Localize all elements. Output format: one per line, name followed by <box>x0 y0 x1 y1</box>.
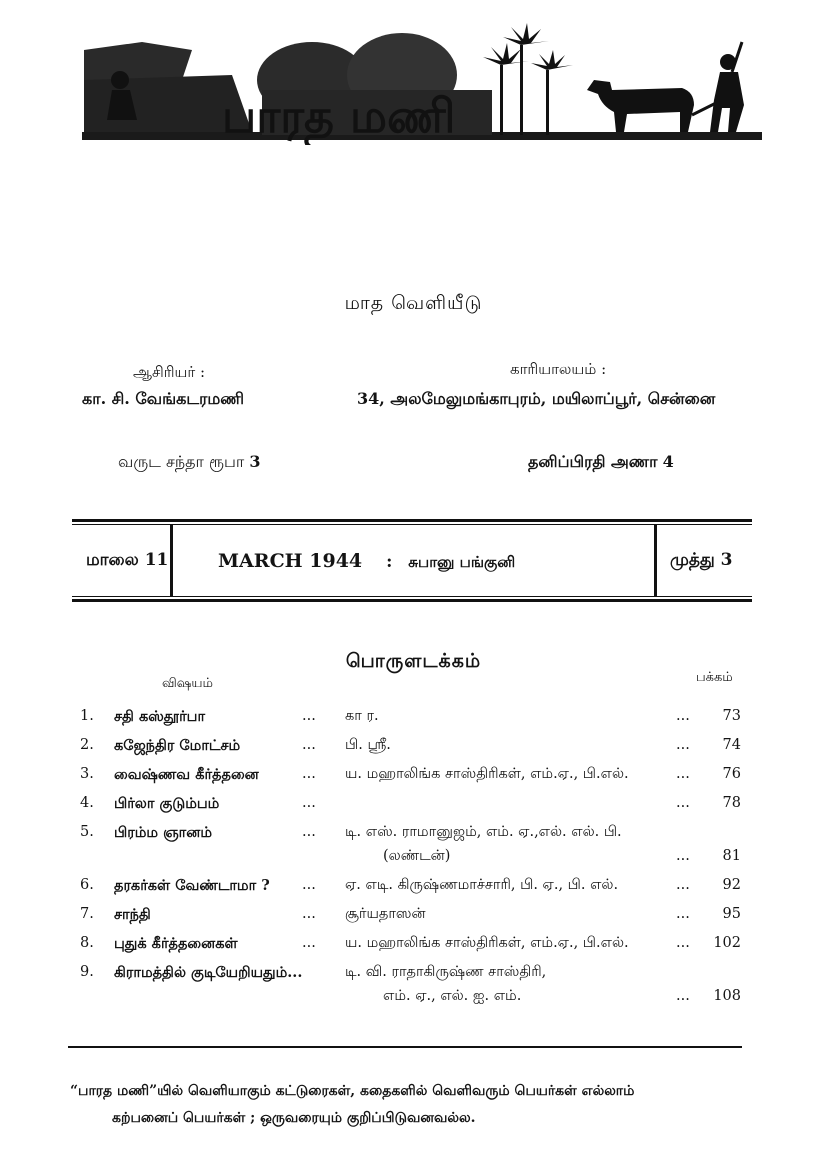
toc-entry-dots: ... <box>302 795 316 811</box>
issue-value: 3 <box>720 550 733 570</box>
toc-entry-number: 5. <box>80 824 94 840</box>
toc-entry-dots: ... <box>676 935 690 951</box>
toc-entry-page: 102 <box>713 935 741 951</box>
toc-col-subject: விஷயம் <box>162 676 213 691</box>
single-copy-value: 4 <box>662 452 674 471</box>
footer-note-line2: கற்பனைப் பெயர்கள் ; ஒருவரையும் குறிப்பிடுவனவல்ல. <box>112 1110 476 1126</box>
volume-value: 11 <box>144 550 169 570</box>
issue-bar-bottom-rule <box>72 599 752 602</box>
toc-entry-author: சூர்யதாஸன் <box>345 906 426 922</box>
toc-entry-page: 108 <box>713 988 741 1004</box>
footer-note-line1: “பாரத மணி”யில் வெளியாகும் கட்டுரைகள், கதைகளில் வெளிவரும் பெயர்கள் எல்லாம் <box>70 1083 635 1099</box>
toc-entry-author-continued: எம். ஏ., எல். ஐ. எம். <box>383 988 522 1004</box>
editor-name: கா. சி. வேங்கடரமணி <box>82 389 244 408</box>
toc-entry-dots: ... <box>676 795 690 811</box>
toc-entry-dots: ... <box>676 708 690 724</box>
toc-entry-page: 81 <box>722 848 741 864</box>
toc-heading: பொருளடக்கம் <box>345 650 482 672</box>
toc-entry-dots: ... <box>302 766 316 782</box>
toc-entry[interactable] <box>0 766 827 788</box>
toc-entry-title: சாந்தி <box>114 906 151 923</box>
toc-entry-author: டி. எஸ். ராமானுஜம், எம். ஏ.,எல். எல். பி. <box>345 824 622 840</box>
issue-date: MARCH 1944 <box>218 550 363 572</box>
toc-entry-page: 76 <box>722 766 741 782</box>
toc-entry-author: பி. ஸ்ரீ. <box>345 737 391 753</box>
toc-entry-number: 1. <box>80 708 94 724</box>
toc-entry-page: 74 <box>722 737 741 753</box>
toc-entry-title: புதுக் கீர்த்தனைகள் <box>114 935 238 952</box>
toc-entry[interactable] <box>0 935 827 957</box>
issue-bar-top-rule <box>72 519 752 522</box>
toc-entry-dots: ... <box>302 877 316 893</box>
masthead-banner <box>82 20 762 145</box>
publication-subtitle: மாத வெளியீடு <box>344 292 483 314</box>
toc-entry-page: 73 <box>722 708 741 724</box>
footer-rule <box>68 1046 742 1048</box>
toc-entry-author-continued: (லண்டன்) <box>383 848 451 864</box>
toc-entry-title: கஜேந்திர மோட்சம் <box>114 737 241 754</box>
toc-entry-number: 3. <box>80 766 94 782</box>
toc-entry[interactable] <box>0 877 827 899</box>
toc-entry[interactable] <box>0 737 827 759</box>
issue-label: முத்து <box>670 550 715 570</box>
issue-tamil-date: சுபானு பங்குனி <box>408 553 516 571</box>
toc-entry-dots: ... <box>302 906 316 922</box>
toc-entry-author: ய. மஹாலிங்க சாஸ்திரிகள், எம்.ஏ., பி.எல். <box>345 766 629 782</box>
issue-bar-top-rule-thin <box>72 524 752 525</box>
toc-entry-number: 2. <box>80 737 94 753</box>
toc-entry-page: 78 <box>722 795 741 811</box>
annual-subscription-label: வருட சந்தா ரூபா <box>118 452 245 471</box>
editor-label: ஆசிரியர் : <box>133 363 206 381</box>
office-label: காரியாலயம் : <box>510 360 607 378</box>
toc-entry[interactable] <box>0 795 827 817</box>
toc-entry-page: 92 <box>722 877 741 893</box>
toc-entry-dots: ... <box>676 988 690 1004</box>
toc-entry-number: 4. <box>80 795 94 811</box>
toc-entry[interactable] <box>0 964 827 1012</box>
issue-separator: : <box>386 552 393 572</box>
toc-entry-number: 8. <box>80 935 94 951</box>
toc-entry-author: ய. மஹாலிங்க சாஸ்திரிகள், எம்.ஏ., பி.எல். <box>345 935 629 951</box>
toc-col-page: பக்கம் <box>696 670 733 685</box>
toc-entry-dots: ... <box>302 737 316 753</box>
issue-bar-divider-left <box>170 524 173 597</box>
toc-entry-author: டி. வி. ராதாகிருஷ்ண சாஸ்திரி, <box>345 964 547 980</box>
toc-entry-author: ஏ. எடி. கிருஷ்ணமாச்சாரி, பி. ஏ., பி. எல். <box>345 877 619 893</box>
masthead-title: பாரத மணி <box>222 89 456 143</box>
toc-entry-title: சதி கஸ்தூர்பா <box>114 708 206 725</box>
toc-entry[interactable] <box>0 708 827 730</box>
toc-entry-author: கா ர. <box>345 708 379 724</box>
toc-entry[interactable] <box>0 824 827 872</box>
toc-entry-dots: ... <box>302 708 316 724</box>
toc-entry-dots: ... <box>676 737 690 753</box>
annual-subscription-value: 3 <box>249 452 261 471</box>
toc-entry-title: கிராமத்தில் குடியேறியதும்... <box>114 964 303 981</box>
toc-entry-dots: ... <box>676 906 690 922</box>
toc-entry-number: 9. <box>80 964 94 980</box>
toc-entry-title: பிர்லா குடும்பம் <box>114 795 220 812</box>
toc-entry[interactable] <box>0 906 827 928</box>
toc-entry-dots: ... <box>302 824 316 840</box>
issue-bar-bottom-rule-thin <box>72 596 752 597</box>
toc-entry-dots: ... <box>676 848 690 864</box>
toc-entry-title: தரகர்கள் வேண்டாமா ? <box>114 877 270 894</box>
toc-entry-number: 7. <box>80 906 94 922</box>
single-copy-label: தனிப்பிரதி அணா <box>528 452 658 471</box>
office-address: 34, அலமேலுமங்காபுரம், மயிலாப்பூர், சென்னை <box>357 389 716 408</box>
issue-bar-divider-right <box>654 524 657 597</box>
toc-entry-number: 6. <box>80 877 94 893</box>
toc-entry-title: வைஷ்ணவ கீர்த்தனை <box>114 766 259 783</box>
volume-label: மாலை <box>86 550 139 570</box>
toc-entry-dots: ... <box>676 877 690 893</box>
toc-entry-title: பிரம்ம ஞானம் <box>114 824 212 841</box>
toc-entry-dots: ... <box>676 766 690 782</box>
toc-entry-page: 95 <box>722 906 741 922</box>
toc-entry-dots: ... <box>302 935 316 951</box>
